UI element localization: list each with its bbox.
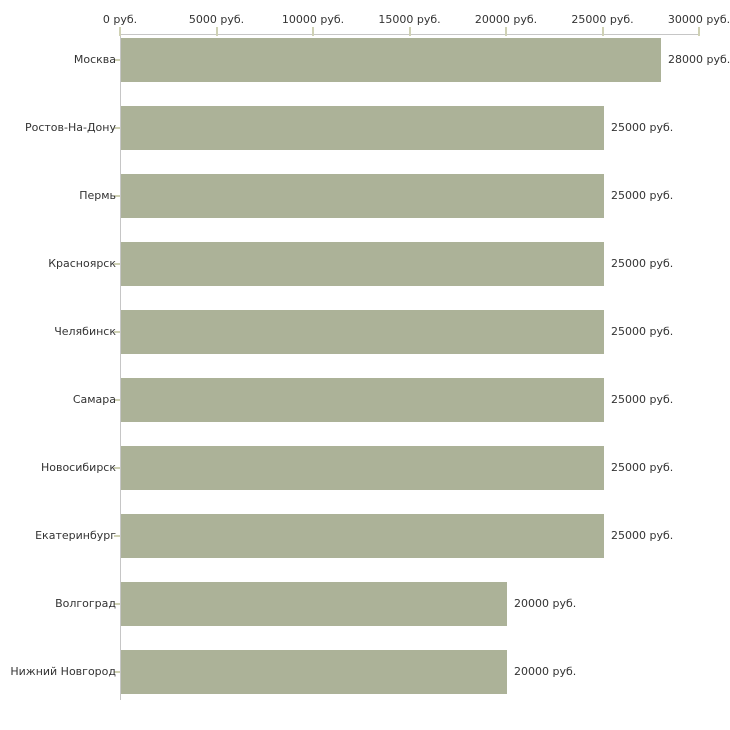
category-label: Новосибирск <box>40 461 116 474</box>
bar <box>121 582 507 626</box>
category-label: Самара <box>72 393 116 406</box>
value-label: 25000 руб. <box>611 461 674 474</box>
value-label: 20000 руб. <box>514 597 577 610</box>
bar <box>121 650 507 694</box>
category-label: Пермь <box>79 189 116 202</box>
category-label: Нижний Новгород <box>10 665 116 678</box>
value-label: 20000 руб. <box>514 665 577 678</box>
x-tick-label: 30000 руб. <box>667 13 730 26</box>
x-tick-label: 5000 руб. <box>188 13 245 26</box>
bar <box>121 514 604 558</box>
bar <box>121 174 604 218</box>
bar <box>121 446 604 490</box>
value-label: 25000 руб. <box>611 189 674 202</box>
bar <box>121 38 661 82</box>
x-tick-label: 0 руб. <box>102 13 138 26</box>
category-label: Москва <box>73 53 116 66</box>
value-label: 25000 руб. <box>611 257 674 270</box>
category-label: Ростов-На-Дону <box>24 121 116 134</box>
x-tick <box>409 27 411 36</box>
x-tick-label: 20000 руб. <box>474 13 538 26</box>
x-tick <box>698 27 700 36</box>
x-tick <box>602 27 604 36</box>
x-tick-label: 25000 руб. <box>571 13 634 26</box>
x-tick-label: 15000 руб. <box>378 13 441 26</box>
value-label: 25000 руб. <box>611 393 674 406</box>
value-label: 25000 руб. <box>611 325 674 338</box>
category-label: Красноярск <box>48 257 116 270</box>
category-label: Челябинск <box>54 325 116 338</box>
bar <box>121 378 604 422</box>
x-tick-label: 10000 руб. <box>281 13 345 26</box>
bar <box>121 242 604 286</box>
value-label: 25000 руб. <box>611 121 674 134</box>
category-label: Волгоград <box>55 597 116 610</box>
x-tick <box>119 27 121 36</box>
value-label: 28000 руб. <box>668 53 730 66</box>
category-label: Екатеринбург <box>35 529 116 542</box>
bar <box>121 310 604 354</box>
x-tick <box>216 27 218 36</box>
value-label: 25000 руб. <box>611 529 674 542</box>
bar <box>121 106 604 150</box>
x-tick <box>312 27 314 36</box>
x-tick <box>505 27 507 36</box>
